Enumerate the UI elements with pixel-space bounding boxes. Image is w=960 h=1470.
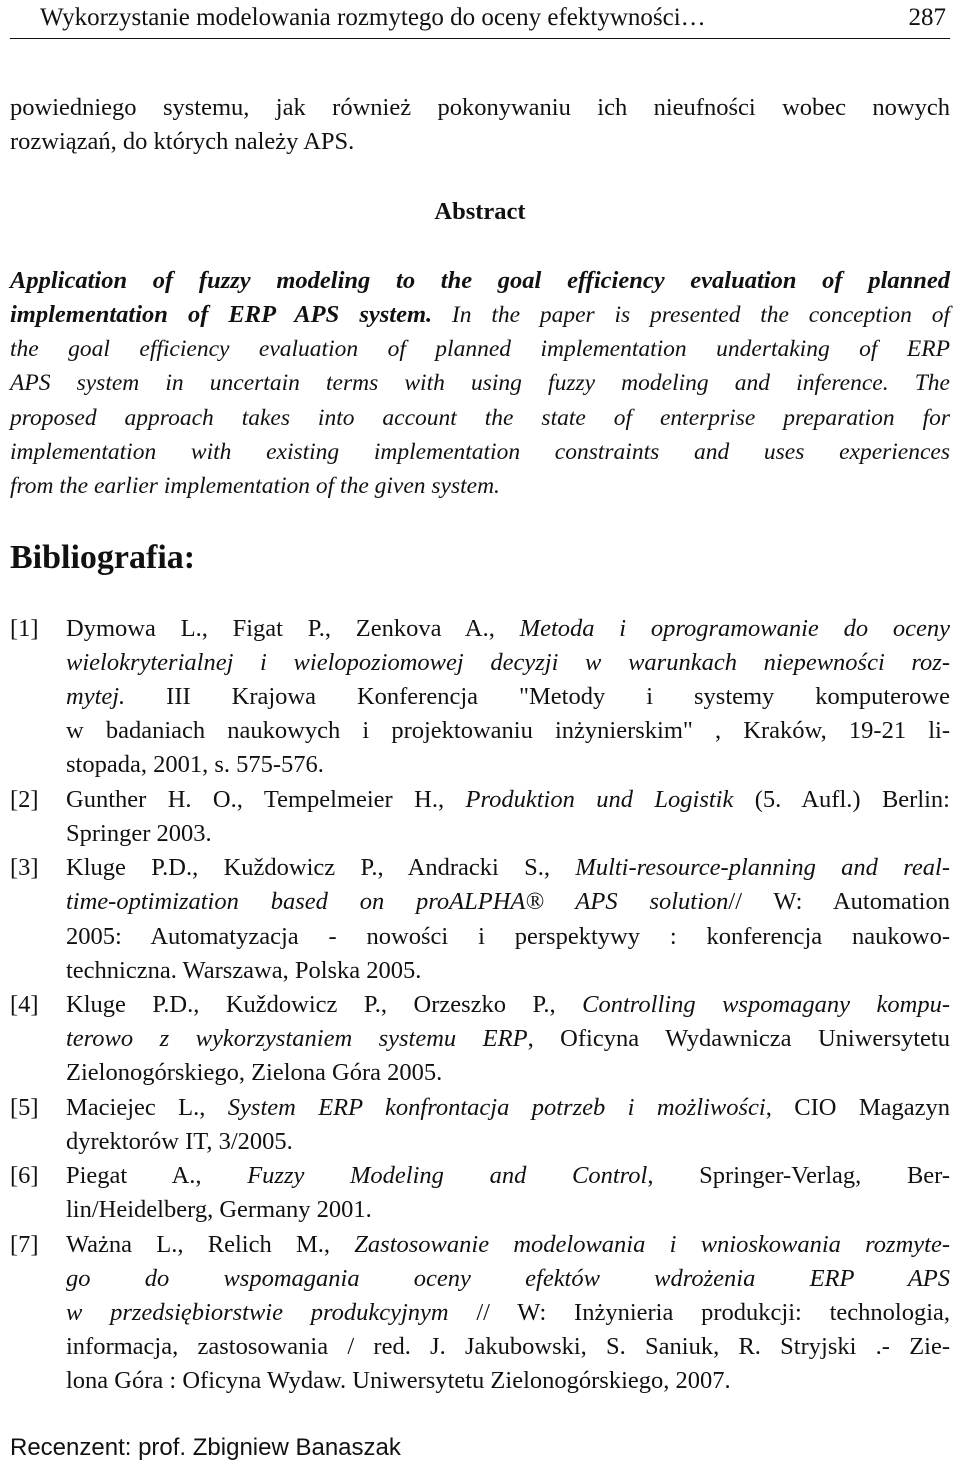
reference-line: informacja, zastosowania / red. J. Jakubowski, S. Saniuk, R. Stryjski .- Zie- <box>66 1333 950 1360</box>
reference-2: [2] Gunther H. O., Tempelmeier H., Produktion und Logistik (5. Aufl.) Berlin: <box>10 783 950 817</box>
reference-line: mytej. III Krajowa Konferencja "Metody i systemy komputerowe <box>66 683 950 710</box>
reference-line: lona Góra : Oficyna Wydaw. Uniwersytetu Zielonogórskiego, 2007. <box>66 1367 731 1394</box>
reference-number: [1] <box>10 615 39 642</box>
reference-line: techniczna. Warszawa, Polska 2005. <box>66 957 422 984</box>
reference-line: go do wspomagania oceny efektów wdrożenia ERP APS <box>66 1265 950 1292</box>
reference-number: [6] <box>10 1162 39 1189</box>
reference-line: w przedsiębiorstwie produkcyjnym // W: Inżynieria produkcji: technologia, <box>66 1299 950 1326</box>
bibliography-heading: Bibliografia: <box>10 539 196 576</box>
abstract-line: the goal efficiency evaluation of planned implementation undertaking of ERP <box>10 336 950 362</box>
abstract-line <box>10 298 950 332</box>
abstract-text: In the paper is presented the conception of <box>432 302 950 328</box>
abstract-line: APS system in uncertain terms with using fuzzy modeling and inference. The <box>10 370 950 396</box>
abstract-heading: Abstract <box>434 198 526 225</box>
reference-line: 2005: Automatyzacja - nowości i perspektywy : konferencja naukowo- <box>66 923 950 950</box>
reference-line: stopada, 2001, s. 575-576. <box>66 751 324 778</box>
intro-line: powiedniego systemu, jak również pokonywaniu ich nieufności wobec nowych <box>10 94 950 121</box>
reference-7: [7] Ważna L., Relich M., Zastosowanie modelowania i wnioskowania rozmyte- <box>10 1228 950 1262</box>
reference-line: wielokryterialnej i wielopoziomowej decyzji w warunkach niepewności roz- <box>66 649 950 676</box>
abstract-line: proposed approach takes into account the state of enterprise preparation for <box>10 405 950 431</box>
reference-4: [4] Kluge P.D., Kuždowicz P., Orzeszko P., Controlling wspomagany kompu- <box>10 988 950 1022</box>
reference-line: lin/Heidelberg, Germany 2001. <box>66 1196 372 1223</box>
reference-line: Springer 2003. <box>66 820 212 847</box>
running-title: Wykorzystanie modelowania rozmytego do oceny efektywności… <box>40 4 706 31</box>
running-header <box>10 0 950 39</box>
page-number: 287 <box>908 4 946 31</box>
reference-1: [1] Dymowa L., Figat P., Zenkova A., Metoda i oprogramowanie do oceny <box>10 612 950 646</box>
reference-3: [3] Kluge P.D., Kuždowicz P., Andracki S., Multi-resource-planning and real- <box>10 851 950 885</box>
reference-6: [6] Piegat A., Fuzzy Modeling and Control, Springer-Verlag, Ber- <box>10 1159 950 1193</box>
abstract-line: implementation with existing implementation constraints and uses experiences <box>10 439 950 465</box>
reference-number: [4] <box>10 991 39 1018</box>
reference-line: terowo z wykorzystaniem systemu ERP, Oficyna Wydawnicza Uniwersytetu <box>66 1025 950 1052</box>
reference-line: Zielonogórskiego, Zielona Góra 2005. <box>66 1059 443 1086</box>
reviewer-note: Recenzent: prof. Zbigniew Banaszak <box>10 1434 401 1461</box>
abstract-title: implementation of ERP APS system. <box>10 301 433 328</box>
reference-number: [3] <box>10 854 39 881</box>
intro-line: rozwiązań, do których należy APS. <box>10 128 355 155</box>
abstract-title: Application of fuzzy modeling to the goal efficiency evaluation of planned <box>10 267 950 294</box>
reference-number: [5] <box>10 1094 39 1121</box>
reference-line: time-optimization based on proALPHA® APS solution// W: Automation <box>66 888 950 915</box>
reference-5: [5] Maciejec L., System ERP konfrontacja potrzeb i możliwości, CIO Magazyn <box>10 1091 950 1125</box>
reference-number: [7] <box>10 1231 39 1258</box>
abstract-line: from the earlier implementation of the given system. <box>10 473 500 499</box>
reference-line: w badaniach naukowych i projektowaniu inżynierskim" , Kraków, 19-21 li- <box>66 717 950 744</box>
reference-line: dyrektorów IT, 3/2005. <box>66 1128 293 1155</box>
reference-number: [2] <box>10 786 39 813</box>
